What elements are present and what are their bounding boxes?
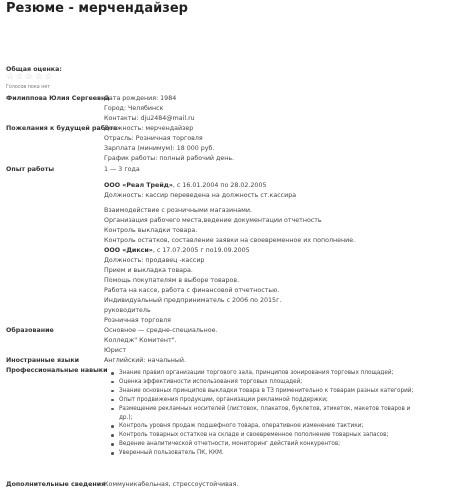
list-item: Ведение аналитической отчетности, мониторинг действий конкурентов;: [106, 440, 413, 449]
job-company: ООО «Реал Трейд»: [104, 182, 173, 189]
job-entry: [104, 182, 266, 189]
page-title: Резюме - мерчендайзер: [6, 1, 188, 16]
city: Город: Челябинск: [104, 105, 164, 112]
job-duty: Организация рабочего места,ведение документации отчетность: [104, 217, 322, 224]
star-icon[interactable]: ☆: [6, 72, 14, 82]
wish-salary: Зарплата (минимум): 18 000 руб.: [104, 145, 215, 152]
job-period: , с 17.07.2005 г по19.09.2005: [152, 247, 250, 254]
education-label: Образование: [6, 327, 54, 334]
job-entry: [104, 247, 250, 254]
list-item: Контроль уровня продаж подшефного товара, оперативное изменение тактики;: [106, 422, 413, 431]
job-company: ООО «Дикси»: [104, 247, 153, 254]
education-level: Основное — средне-специальное.: [104, 327, 218, 334]
job-duty: Помощь покупателям в выборе товаров.: [104, 277, 240, 284]
wish-industry: Отрасль: Розничная торговля: [104, 135, 203, 142]
list-item: Знание правил организации торгового зала, принципов зонирования торговых площадей;: [106, 369, 413, 378]
additional-value: Коммуникабельная, стрессоустойчивая.: [104, 481, 239, 488]
experience-label: Опыт работы: [6, 166, 55, 173]
star-icon[interactable]: ☆: [25, 72, 33, 82]
job-duty: руководитель: [104, 307, 151, 314]
job-duty: Контроль выкладки товара.: [104, 227, 198, 234]
job-duty: Работа на кассе, работа с финансовой отчетностью.: [104, 287, 280, 294]
list-item: Оценка эффективности использования торговых площадей;: [106, 378, 413, 387]
rating-label: Общая оценка:: [6, 66, 62, 73]
job-period: , с 16.01.2004 по 28.02.2005: [172, 182, 267, 189]
list-item: Опыт продвижения продукции, организации рекламной поддержки;: [106, 396, 413, 405]
list-item-continuation: др.);: [119, 414, 133, 421]
job-position: Должность: кассир переведена на должность ст.кассира: [104, 192, 297, 199]
education-school: Колледж" Комитент".: [104, 337, 177, 344]
star-icon[interactable]: ☆: [34, 72, 43, 82]
candidate-name: Филиппова Юлия Сергеевна: [6, 95, 110, 102]
star-icon[interactable]: ☆: [15, 72, 24, 82]
list-item: Контроль товарных остатков на складе и своевременное пополнение товарных запасов;: [106, 431, 413, 440]
job-position: Должность: продавец -кассир: [104, 257, 205, 264]
job-duty: Контроль остатков, составление заявки на своевременное их пополнение.: [104, 237, 356, 244]
languages-value: Английский: начальный.: [104, 357, 186, 364]
list-item: Уверенный пользователь ПК, ККМ.: [106, 449, 413, 458]
job-duty: Индивидуальный предприниматель с 2006 по 2015г.: [104, 297, 282, 304]
additional-label: Дополнительные сведения: [6, 481, 106, 488]
list-item: Знание основных принципов выкладки товара в ТЗ применительно к товарам разных категорий;: [106, 387, 413, 396]
list-item: Размещение рекламных носителей (листовок, плакатов, буклетов, этикеток, макетов товаров и: [106, 405, 413, 414]
languages-label: Иностранные языки: [6, 357, 80, 364]
rating-stars[interactable]: [6, 73, 52, 82]
skills-label: Профессиональные навыки: [6, 367, 108, 374]
job-duty: Розничная торговля: [104, 317, 171, 324]
contacts: Контакты: dju2484@mail.ru: [104, 115, 195, 122]
wishes-label: Пожелания к будущей работе: [6, 125, 118, 132]
job-duty: Взаимодействие с розничными магазинами.: [104, 207, 252, 214]
star-icon[interactable]: ☆: [44, 72, 53, 82]
job-duty: Прием и выкладка товара.: [104, 267, 193, 274]
wish-position: Должность: мерчендайзер: [104, 125, 194, 132]
experience-years: 1 — 3 года: [104, 166, 140, 173]
education-field: Юрист: [104, 347, 127, 354]
wish-schedule: График работы: полный рабочий день.: [104, 155, 235, 162]
votes-count: Голосов пока нет: [6, 85, 51, 90]
skills-list: [106, 369, 413, 458]
birth-date: Дата рождения: 1984: [104, 95, 177, 102]
